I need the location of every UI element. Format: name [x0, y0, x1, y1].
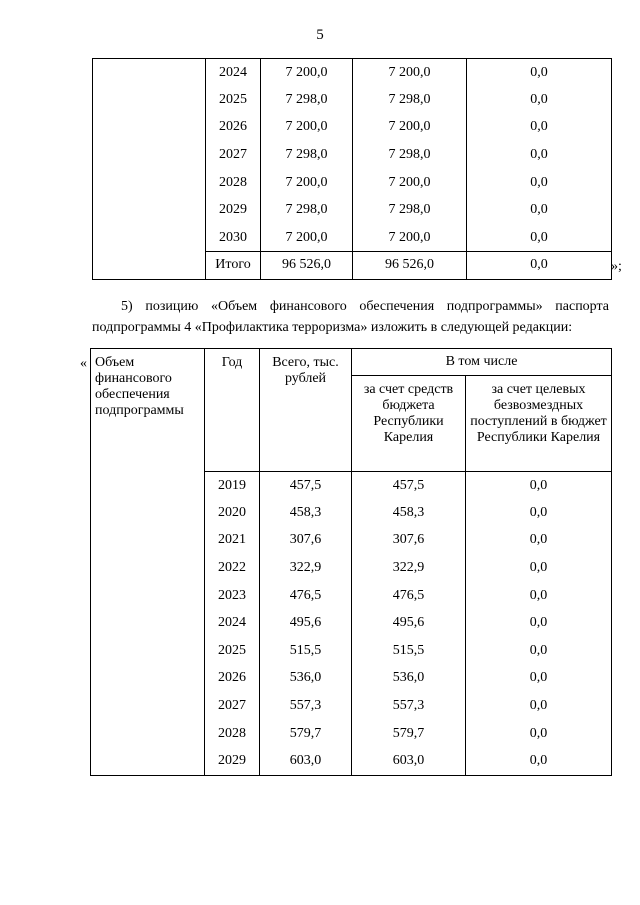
cell-year: 2019: [205, 472, 260, 500]
cell-targeted: 0,0: [466, 472, 612, 500]
cell-budget: 7 200,0: [353, 224, 467, 252]
table-row: [93, 59, 612, 87]
cell-budget: 536,0: [352, 665, 466, 693]
label-cell-empty: [93, 196, 206, 224]
cell-year: 2020: [205, 499, 260, 527]
cell-targeted: 0,0: [467, 196, 612, 224]
cell-year: 2026: [205, 665, 260, 693]
financing-label: Объем финансового обеспечения подпрограммы: [91, 349, 205, 776]
cell-year: Итого: [206, 252, 261, 280]
cell-year: 2029: [206, 196, 261, 224]
cell-targeted: 0,0: [466, 637, 612, 665]
table-row: [93, 252, 612, 280]
cell-total: 458,3: [260, 499, 352, 527]
cell-budget: 96 526,0: [353, 252, 467, 280]
cell-total: 495,6: [260, 609, 352, 637]
cell-year: 2029: [205, 747, 260, 775]
cell-budget: 7 200,0: [353, 114, 467, 142]
cell-budget: 557,3: [352, 692, 466, 720]
cell-total: 7 298,0: [261, 86, 353, 114]
table-row: [93, 86, 612, 114]
amendment-text: 5) позицию «Объем финансового обеспечения подпрограммы» паспорта подпрограммы 4 «Профилактика терроризма» изложить в следующей редакции:: [92, 299, 609, 335]
cell-budget: 457,5: [352, 472, 466, 500]
cell-total: 557,3: [260, 692, 352, 720]
cell-total: 7 298,0: [261, 141, 353, 169]
cell-total: 476,5: [260, 582, 352, 610]
cell-budget: 307,6: [352, 527, 466, 555]
header-targeted: за счет целевых безвозмездных поступлений в бюджет Республики Карелия: [466, 376, 612, 472]
header-total: Всего, тыс. рублей: [260, 349, 352, 472]
cell-budget: 476,5: [352, 582, 466, 610]
cell-year: 2021: [205, 527, 260, 555]
closing-quote: »;: [611, 259, 622, 274]
cell-budget: 579,7: [352, 720, 466, 748]
header-including: В том числе: [352, 349, 612, 376]
label-cell-empty: [93, 169, 206, 197]
cell-targeted: 0,0: [467, 224, 612, 252]
cell-total: 96 526,0: [261, 252, 353, 280]
cell-budget: 7 200,0: [353, 169, 467, 197]
cell-year: 2030: [206, 224, 261, 252]
cell-year: 2026: [206, 114, 261, 142]
cell-budget: 7 298,0: [353, 86, 467, 114]
cell-year: 2024: [206, 59, 261, 87]
cell-targeted: 0,0: [467, 86, 612, 114]
cell-targeted: 0,0: [466, 665, 612, 693]
cell-total: 7 298,0: [261, 196, 353, 224]
label-cell-empty: [93, 224, 206, 252]
table-row: [93, 196, 612, 224]
label-cell-empty: [93, 114, 206, 142]
amendment-paragraph: [92, 296, 609, 338]
cell-targeted: 0,0: [467, 252, 612, 280]
cell-total: 515,5: [260, 637, 352, 665]
cell-budget: 7 200,0: [353, 59, 467, 87]
cell-year: 2023: [205, 582, 260, 610]
cell-year: 2028: [205, 720, 260, 748]
cell-targeted: 0,0: [466, 747, 612, 775]
cell-targeted: 0,0: [467, 114, 612, 142]
cell-year: 2027: [205, 692, 260, 720]
financing-table: [90, 348, 612, 776]
cell-total: 536,0: [260, 665, 352, 693]
cell-year: 2024: [205, 609, 260, 637]
cell-budget: 515,5: [352, 637, 466, 665]
cell-budget: 458,3: [352, 499, 466, 527]
cell-total: 322,9: [260, 554, 352, 582]
cell-year: 2028: [206, 169, 261, 197]
cell-budget: 603,0: [352, 747, 466, 775]
cell-budget: 495,6: [352, 609, 466, 637]
label-cell-empty: [93, 141, 206, 169]
cell-budget: 7 298,0: [353, 196, 467, 224]
header-budget: за счет средств бюджета Республики Карелия: [352, 376, 466, 472]
cell-targeted: 0,0: [467, 59, 612, 87]
opening-quote: «: [80, 356, 87, 371]
cell-total: 7 200,0: [261, 114, 353, 142]
cell-total: 7 200,0: [261, 169, 353, 197]
cell-year: 2022: [205, 554, 260, 582]
table-row: [93, 169, 612, 197]
cell-budget: 7 298,0: [353, 141, 467, 169]
label-cell-empty: [93, 252, 206, 280]
cell-year: 2027: [206, 141, 261, 169]
financing-table-continued: [92, 58, 612, 280]
cell-targeted: 0,0: [467, 141, 612, 169]
table-row: [93, 141, 612, 169]
label-cell-empty: [93, 59, 206, 87]
cell-targeted: 0,0: [466, 554, 612, 582]
table-row: [93, 114, 612, 142]
cell-targeted: 0,0: [466, 499, 612, 527]
cell-total: 7 200,0: [261, 224, 353, 252]
label-cell-empty: [93, 86, 206, 114]
cell-targeted: 0,0: [466, 692, 612, 720]
cell-total: 7 200,0: [261, 59, 353, 87]
cell-targeted: 0,0: [466, 720, 612, 748]
cell-targeted: 0,0: [466, 609, 612, 637]
cell-targeted: 0,0: [467, 169, 612, 197]
header-year: Год: [205, 349, 260, 472]
cell-targeted: 0,0: [466, 527, 612, 555]
cell-year: 2025: [206, 86, 261, 114]
cell-total: 603,0: [260, 747, 352, 775]
page-number: 5: [316, 27, 324, 43]
cell-total: 579,7: [260, 720, 352, 748]
cell-total: 307,6: [260, 527, 352, 555]
cell-total: 457,5: [260, 472, 352, 500]
cell-budget: 322,9: [352, 554, 466, 582]
table-row: [93, 224, 612, 252]
cell-targeted: 0,0: [466, 582, 612, 610]
cell-year: 2025: [205, 637, 260, 665]
